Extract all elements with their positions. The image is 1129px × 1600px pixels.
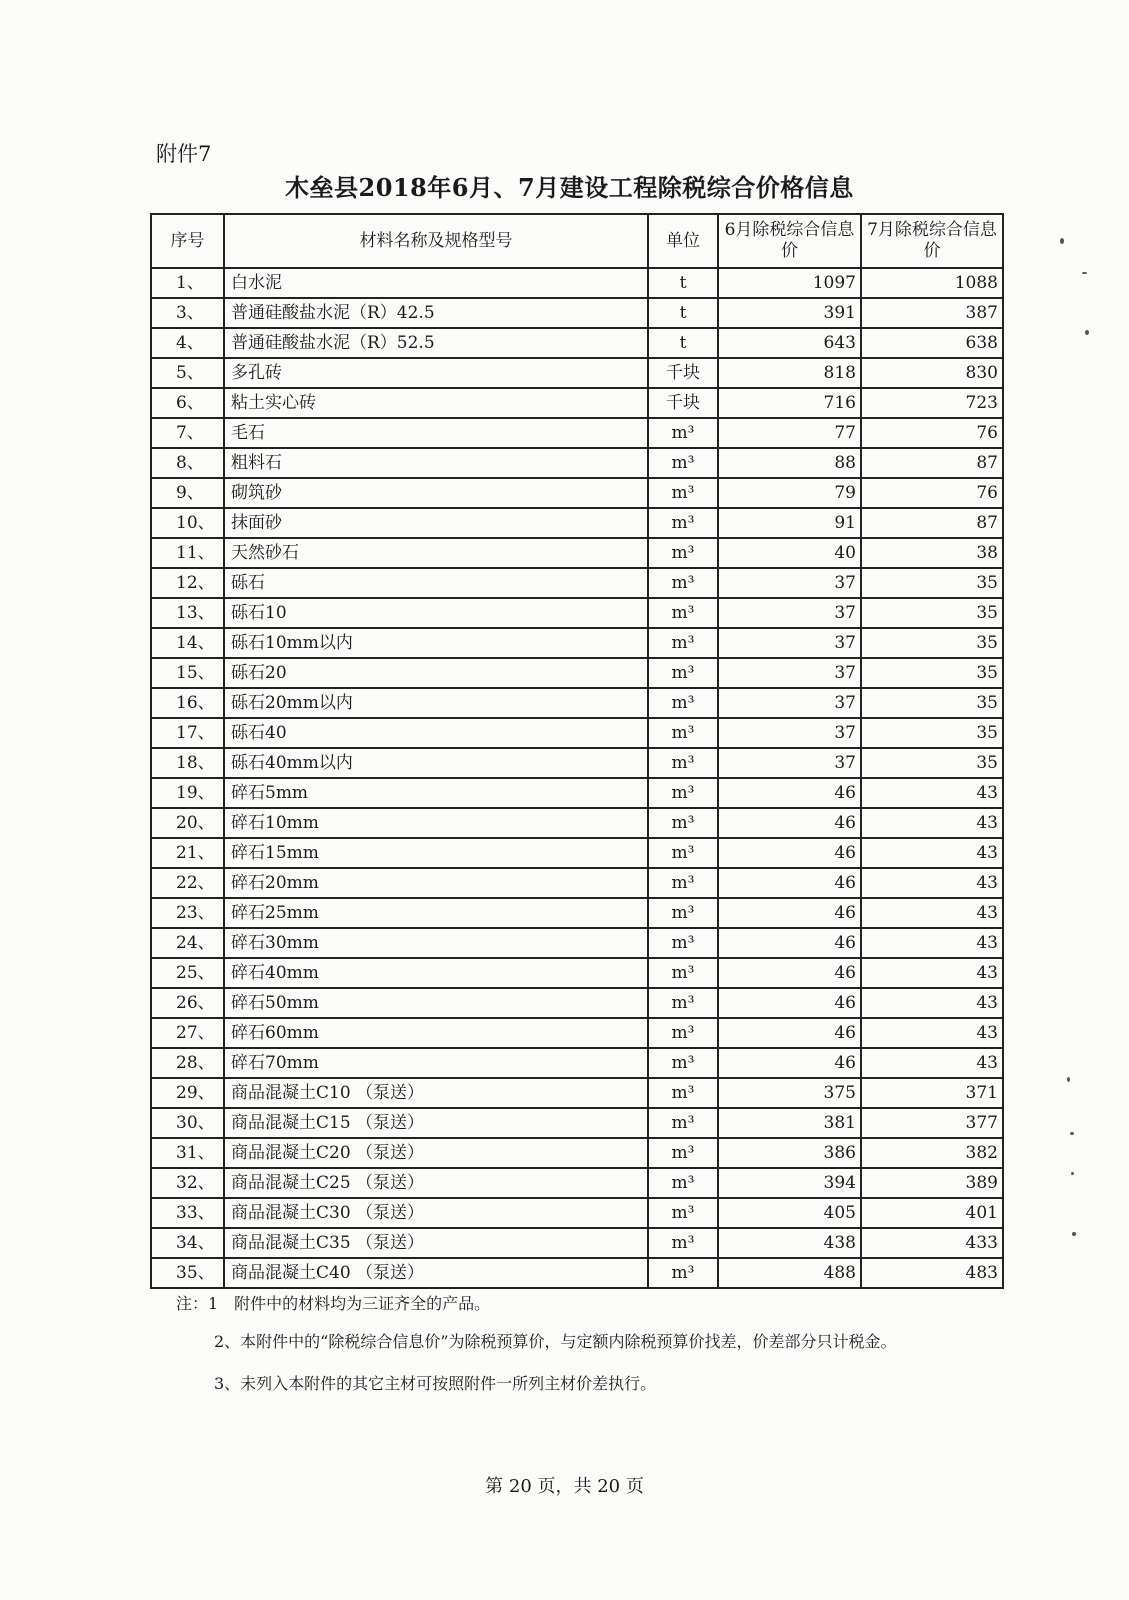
june-price: 381 bbox=[718, 1108, 861, 1138]
row-seq: 30、 bbox=[151, 1108, 224, 1138]
june-price: 46 bbox=[718, 868, 861, 898]
table-row bbox=[151, 628, 1003, 658]
unit: 千块 bbox=[648, 388, 718, 418]
row-seq: 17、 bbox=[151, 718, 224, 748]
material-name: 商品混凝土C30 （泵送） bbox=[224, 1198, 648, 1228]
july-price: 35 bbox=[861, 748, 1003, 778]
row-seq: 28、 bbox=[151, 1048, 224, 1078]
row-seq: 35、 bbox=[151, 1258, 224, 1288]
unit: m³ bbox=[648, 1258, 718, 1288]
unit: m³ bbox=[648, 1108, 718, 1138]
material-name: 砾石40mm以内 bbox=[224, 748, 648, 778]
row-seq: 29、 bbox=[151, 1078, 224, 1108]
july-price: 377 bbox=[861, 1108, 1003, 1138]
july-price: 38 bbox=[861, 538, 1003, 568]
july-price: 35 bbox=[861, 718, 1003, 748]
june-price: 46 bbox=[718, 1018, 861, 1048]
unit: m³ bbox=[648, 1228, 718, 1258]
note-2: 2、本附件中的“除税综合信息价”为除税预算价，与定额内除税预算价找差，价差部分只计税金。 bbox=[214, 1332, 897, 1351]
table-row bbox=[151, 1258, 1003, 1288]
unit: m³ bbox=[648, 748, 718, 778]
unit: m³ bbox=[648, 898, 718, 928]
table-row bbox=[151, 538, 1003, 568]
page-footer: 第 20 页，共 20 页 bbox=[485, 1476, 644, 1497]
row-seq: 15、 bbox=[151, 658, 224, 688]
june-price: 37 bbox=[718, 658, 861, 688]
july-price: 35 bbox=[861, 628, 1003, 658]
unit: m³ bbox=[648, 1078, 718, 1108]
june-price: 46 bbox=[718, 958, 861, 988]
row-seq: 16、 bbox=[151, 688, 224, 718]
row-seq: 26、 bbox=[151, 988, 224, 1018]
unit: m³ bbox=[648, 1018, 718, 1048]
scan-speck bbox=[1085, 330, 1089, 335]
unit: t bbox=[648, 268, 718, 298]
row-seq: 34、 bbox=[151, 1228, 224, 1258]
table-body bbox=[151, 268, 1003, 1288]
unit: m³ bbox=[648, 928, 718, 958]
scan-speck bbox=[1070, 1132, 1074, 1135]
unit: m³ bbox=[648, 1198, 718, 1228]
note-3: 3、未列入本附件的其它主材可按照附件一所列主材价差执行。 bbox=[214, 1374, 657, 1393]
july-price: 43 bbox=[861, 958, 1003, 988]
material-name: 碎石30mm bbox=[224, 928, 648, 958]
july-price: 43 bbox=[861, 1048, 1003, 1078]
unit: t bbox=[648, 328, 718, 358]
june-price: 37 bbox=[718, 718, 861, 748]
row-seq: 32、 bbox=[151, 1168, 224, 1198]
june-price: 46 bbox=[718, 838, 861, 868]
june-price: 391 bbox=[718, 298, 861, 328]
june-price: 46 bbox=[718, 898, 861, 928]
material-name: 商品混凝土C40 （泵送） bbox=[224, 1258, 648, 1288]
material-name: 商品混凝土C15 （泵送） bbox=[224, 1108, 648, 1138]
july-price: 35 bbox=[861, 688, 1003, 718]
june-price: 643 bbox=[718, 328, 861, 358]
table-row bbox=[151, 658, 1003, 688]
note-1: 注：1 附件中的材料均为三证齐全的产品。 bbox=[176, 1294, 491, 1313]
table-row bbox=[151, 778, 1003, 808]
june-price: 46 bbox=[718, 928, 861, 958]
material-name: 砾石40 bbox=[224, 718, 648, 748]
row-seq: 18、 bbox=[151, 748, 224, 778]
table-row bbox=[151, 688, 1003, 718]
july-price: 382 bbox=[861, 1138, 1003, 1168]
june-price: 386 bbox=[718, 1138, 861, 1168]
unit: m³ bbox=[648, 508, 718, 538]
june-price: 91 bbox=[718, 508, 861, 538]
row-seq: 6、 bbox=[151, 388, 224, 418]
july-price: 87 bbox=[861, 448, 1003, 478]
unit: m³ bbox=[648, 598, 718, 628]
table-row bbox=[151, 1018, 1003, 1048]
row-seq: 5、 bbox=[151, 358, 224, 388]
row-seq: 9、 bbox=[151, 478, 224, 508]
row-seq: 8、 bbox=[151, 448, 224, 478]
table-row bbox=[151, 1108, 1003, 1138]
june-price: 37 bbox=[718, 598, 861, 628]
material-name: 碎石40mm bbox=[224, 958, 648, 988]
july-price: 43 bbox=[861, 778, 1003, 808]
row-seq: 12、 bbox=[151, 568, 224, 598]
scan-speck bbox=[1067, 1077, 1070, 1082]
unit: 千块 bbox=[648, 358, 718, 388]
table-row bbox=[151, 898, 1003, 928]
unit: m³ bbox=[648, 808, 718, 838]
june-price: 77 bbox=[718, 418, 861, 448]
table-row bbox=[151, 808, 1003, 838]
table-row bbox=[151, 928, 1003, 958]
header-july-price: 7月除税综合信息价 bbox=[861, 214, 1003, 268]
material-name: 多孔砖 bbox=[224, 358, 648, 388]
header-unit: 单位 bbox=[648, 214, 718, 268]
table-row bbox=[151, 328, 1003, 358]
june-price: 37 bbox=[718, 628, 861, 658]
table-row bbox=[151, 718, 1003, 748]
material-name: 碎石15mm bbox=[224, 838, 648, 868]
june-price: 46 bbox=[718, 988, 861, 1018]
july-price: 387 bbox=[861, 298, 1003, 328]
unit: m³ bbox=[648, 658, 718, 688]
unit: m³ bbox=[648, 448, 718, 478]
material-name: 碎石70mm bbox=[224, 1048, 648, 1078]
june-price: 1097 bbox=[718, 268, 861, 298]
row-seq: 13、 bbox=[151, 598, 224, 628]
row-seq: 27、 bbox=[151, 1018, 224, 1048]
july-price: 76 bbox=[861, 418, 1003, 448]
june-price: 37 bbox=[718, 748, 861, 778]
material-name: 砾石 bbox=[224, 568, 648, 598]
june-price: 46 bbox=[718, 1048, 861, 1078]
unit: m³ bbox=[648, 838, 718, 868]
july-price: 1088 bbox=[861, 268, 1003, 298]
material-name: 碎石5mm bbox=[224, 778, 648, 808]
july-price: 723 bbox=[861, 388, 1003, 418]
material-name: 白水泥 bbox=[224, 268, 648, 298]
unit: m³ bbox=[648, 1168, 718, 1198]
unit: m³ bbox=[648, 958, 718, 988]
material-name: 普通硅酸盐水泥（R）42.5 bbox=[224, 298, 648, 328]
july-price: 371 bbox=[861, 1078, 1003, 1108]
row-seq: 1、 bbox=[151, 268, 224, 298]
row-seq: 31、 bbox=[151, 1138, 224, 1168]
june-price: 37 bbox=[718, 688, 861, 718]
june-price: 818 bbox=[718, 358, 861, 388]
july-price: 76 bbox=[861, 478, 1003, 508]
unit: m³ bbox=[648, 868, 718, 898]
material-name: 碎石60mm bbox=[224, 1018, 648, 1048]
unit: m³ bbox=[648, 1138, 718, 1168]
june-price: 488 bbox=[718, 1258, 861, 1288]
material-name: 砾石10 bbox=[224, 598, 648, 628]
july-price: 43 bbox=[861, 988, 1003, 1018]
june-price: 394 bbox=[718, 1168, 861, 1198]
material-name: 碎石50mm bbox=[224, 988, 648, 1018]
material-name: 砾石10mm以内 bbox=[224, 628, 648, 658]
notes bbox=[176, 1292, 1016, 1410]
table-row bbox=[151, 868, 1003, 898]
june-price: 46 bbox=[718, 778, 861, 808]
row-seq: 14、 bbox=[151, 628, 224, 658]
unit: t bbox=[648, 298, 718, 328]
june-price: 40 bbox=[718, 538, 861, 568]
table-row bbox=[151, 748, 1003, 778]
table-row bbox=[151, 988, 1003, 1018]
table-row bbox=[151, 268, 1003, 298]
row-seq: 19、 bbox=[151, 778, 224, 808]
row-seq: 11、 bbox=[151, 538, 224, 568]
june-price: 37 bbox=[718, 568, 861, 598]
table-row bbox=[151, 388, 1003, 418]
july-price: 433 bbox=[861, 1228, 1003, 1258]
price-table bbox=[150, 213, 1004, 1289]
material-name: 天然砂石 bbox=[224, 538, 648, 568]
scan-speck bbox=[1071, 1172, 1074, 1175]
table-row bbox=[151, 1078, 1003, 1108]
june-price: 438 bbox=[718, 1228, 861, 1258]
table-row bbox=[151, 1198, 1003, 1228]
row-seq: 33、 bbox=[151, 1198, 224, 1228]
attachment-label: 附件7 bbox=[156, 142, 212, 166]
material-name: 碎石10mm bbox=[224, 808, 648, 838]
row-seq: 24、 bbox=[151, 928, 224, 958]
header-june-price: 6月除税综合信息价 bbox=[718, 214, 861, 268]
row-seq: 23、 bbox=[151, 898, 224, 928]
table-row bbox=[151, 418, 1003, 448]
july-price: 43 bbox=[861, 868, 1003, 898]
material-name: 砾石20mm以内 bbox=[224, 688, 648, 718]
unit: m³ bbox=[648, 568, 718, 598]
july-price: 43 bbox=[861, 838, 1003, 868]
table-header-row bbox=[151, 214, 1003, 268]
table-row bbox=[151, 568, 1003, 598]
unit: m³ bbox=[648, 988, 718, 1018]
material-name: 砾石20 bbox=[224, 658, 648, 688]
header-name: 材料名称及规格型号 bbox=[224, 214, 648, 268]
july-price: 43 bbox=[861, 898, 1003, 928]
material-name: 粗料石 bbox=[224, 448, 648, 478]
july-price: 43 bbox=[861, 1018, 1003, 1048]
row-seq: 3、 bbox=[151, 298, 224, 328]
material-name: 碎石20mm bbox=[224, 868, 648, 898]
row-seq: 20、 bbox=[151, 808, 224, 838]
unit: m³ bbox=[648, 718, 718, 748]
july-price: 638 bbox=[861, 328, 1003, 358]
july-price: 389 bbox=[861, 1168, 1003, 1198]
scan-speck bbox=[1082, 272, 1087, 274]
june-price: 79 bbox=[718, 478, 861, 508]
july-price: 483 bbox=[861, 1258, 1003, 1288]
document-title: 木垒县2018年6月、7月建设工程除税综合价格信息 bbox=[285, 173, 854, 202]
unit: m³ bbox=[648, 418, 718, 448]
row-seq: 22、 bbox=[151, 868, 224, 898]
material-name: 商品混凝土C25 （泵送） bbox=[224, 1168, 648, 1198]
july-price: 35 bbox=[861, 658, 1003, 688]
july-price: 830 bbox=[861, 358, 1003, 388]
june-price: 46 bbox=[718, 808, 861, 838]
row-seq: 7、 bbox=[151, 418, 224, 448]
table-row bbox=[151, 298, 1003, 328]
july-price: 87 bbox=[861, 508, 1003, 538]
unit: m³ bbox=[648, 538, 718, 568]
table-row bbox=[151, 358, 1003, 388]
table-row bbox=[151, 958, 1003, 988]
unit: m³ bbox=[648, 478, 718, 508]
material-name: 抹面砂 bbox=[224, 508, 648, 538]
header-seq: 序号 bbox=[151, 214, 224, 268]
table-row bbox=[151, 598, 1003, 628]
material-name: 砌筑砂 bbox=[224, 478, 648, 508]
table-row bbox=[151, 1228, 1003, 1258]
june-price: 716 bbox=[718, 388, 861, 418]
june-price: 405 bbox=[718, 1198, 861, 1228]
june-price: 88 bbox=[718, 448, 861, 478]
material-name: 粘土实心砖 bbox=[224, 388, 648, 418]
july-price: 401 bbox=[861, 1198, 1003, 1228]
table-row bbox=[151, 838, 1003, 868]
row-seq: 25、 bbox=[151, 958, 224, 988]
material-name: 商品混凝土C20 （泵送） bbox=[224, 1138, 648, 1168]
june-price: 375 bbox=[718, 1078, 861, 1108]
scan-speck bbox=[1060, 238, 1064, 244]
material-name: 商品混凝土C10 （泵送） bbox=[224, 1078, 648, 1108]
material-name: 普通硅酸盐水泥（R）52.5 bbox=[224, 328, 648, 358]
material-name: 商品混凝土C35 （泵送） bbox=[224, 1228, 648, 1258]
table-row bbox=[151, 1138, 1003, 1168]
unit: m³ bbox=[648, 778, 718, 808]
row-seq: 4、 bbox=[151, 328, 224, 358]
row-seq: 21、 bbox=[151, 838, 224, 868]
july-price: 43 bbox=[861, 808, 1003, 838]
material-name: 碎石25mm bbox=[224, 898, 648, 928]
july-price: 35 bbox=[861, 568, 1003, 598]
table-row bbox=[151, 508, 1003, 538]
table-row bbox=[151, 478, 1003, 508]
material-name: 毛石 bbox=[224, 418, 648, 448]
row-seq: 10、 bbox=[151, 508, 224, 538]
july-price: 35 bbox=[861, 598, 1003, 628]
july-price: 43 bbox=[861, 928, 1003, 958]
scan-speck bbox=[1072, 1232, 1076, 1236]
unit: m³ bbox=[648, 688, 718, 718]
table-row bbox=[151, 1048, 1003, 1078]
unit: m³ bbox=[648, 1048, 718, 1078]
table-row bbox=[151, 448, 1003, 478]
table-row bbox=[151, 1168, 1003, 1198]
unit: m³ bbox=[648, 628, 718, 658]
